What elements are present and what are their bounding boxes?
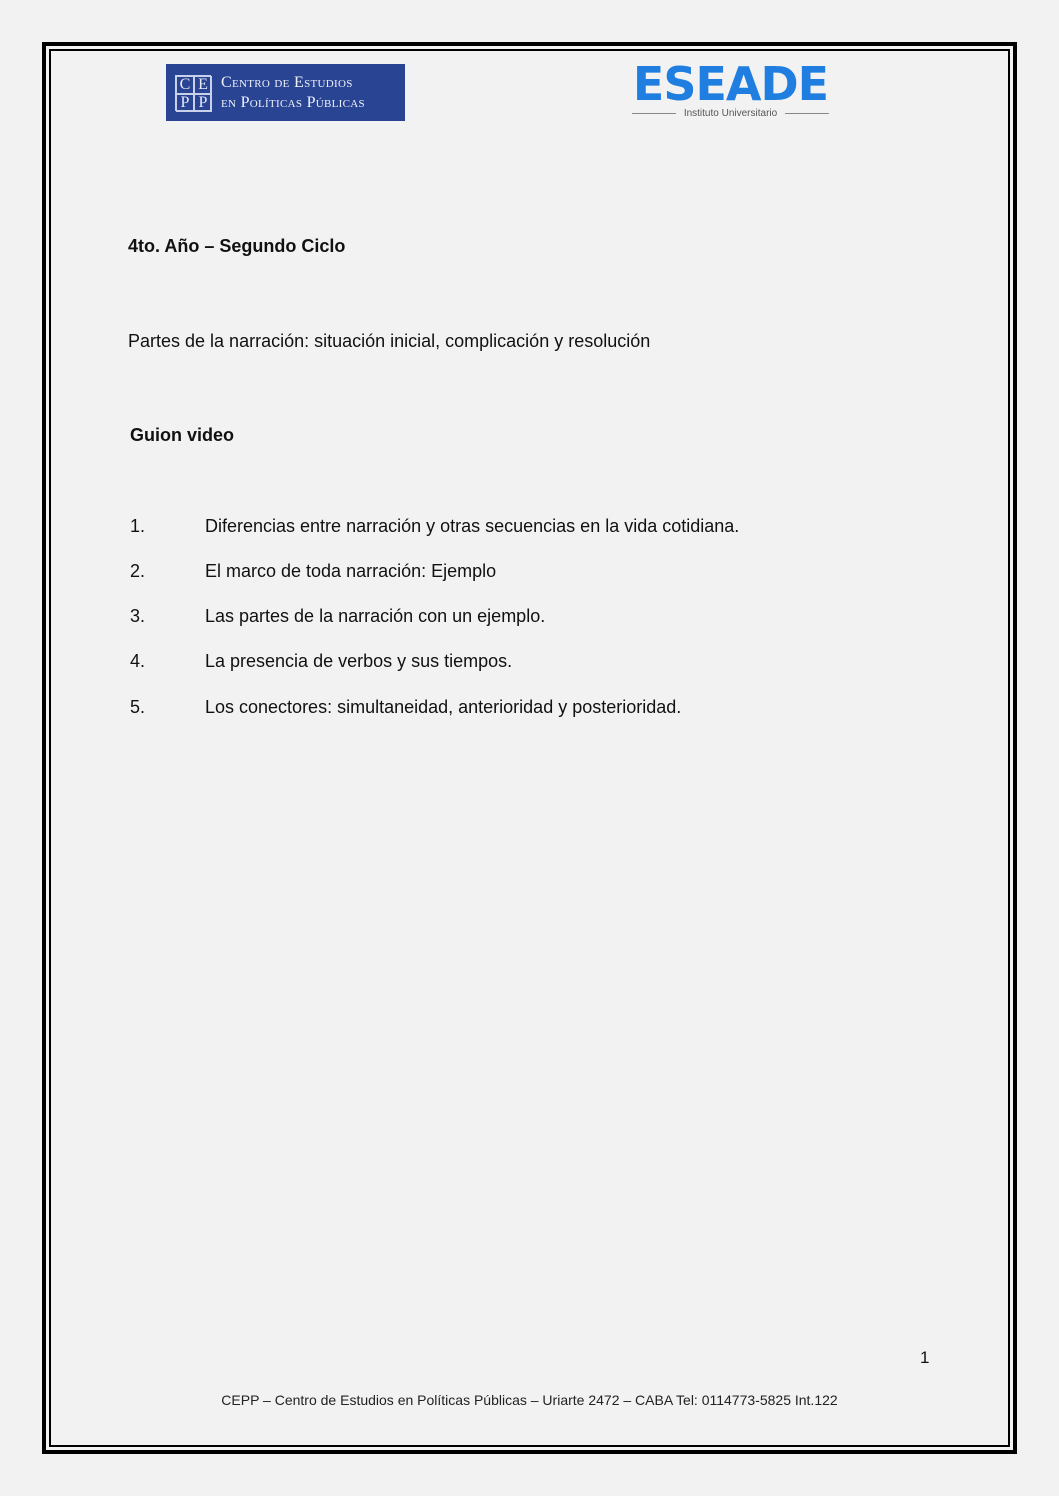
section-title: Guion video [130,425,235,445]
cepp-logo-mark [175,75,211,111]
list-item-text: La presencia de verbos y sus tiempos. [205,651,513,671]
cepp-logo-line2: en Políticas Públicas [221,93,365,111]
list-item-text: Las partes de la narración con un ejemplo. [205,606,546,626]
cepp-letter: P [194,94,212,112]
document-heading: 4to. Año – Segundo Ciclo [128,236,346,256]
page-number: 1 [920,1348,930,1367]
page-footer: CEPP – Centro de Estudios en Políticas Públicas – Uriarte 2472 – CABA Tel: 0114773-5825 Int.122 [221,1392,838,1408]
list-item-number: 3. [130,606,146,626]
divider-line [632,113,676,114]
cepp-letter: C [176,76,194,94]
divider-line [785,113,829,114]
list-item-text: El marco de toda narración: Ejemplo [205,561,497,581]
cepp-letter: P [176,94,194,112]
list-item-number: 4. [130,651,146,671]
list-item-text: Diferencias entre narración y otras secuencias en la vida cotidiana. [205,516,740,536]
list-item-text: Los conectores: simultaneidad, anterioridad y posterioridad. [205,697,682,717]
cepp-logo-text [221,73,365,113]
list-item-number: 5. [130,697,146,717]
cepp-logo [166,64,405,121]
cepp-logo-line1: Centro de Estudios [221,73,353,91]
list-item-number: 2. [130,561,146,581]
page-border-inner [49,49,1010,1447]
eseade-logo [632,57,829,122]
eseade-logo-word: ESEADE [632,57,829,111]
eseade-logo-subtitle: Instituto Universitario [683,108,778,119]
cepp-letter: E [194,76,212,94]
list-item-number: 1. [130,516,146,536]
document-subtitle: Partes de la narración: situación inicial, complicación y resolución [128,331,651,351]
